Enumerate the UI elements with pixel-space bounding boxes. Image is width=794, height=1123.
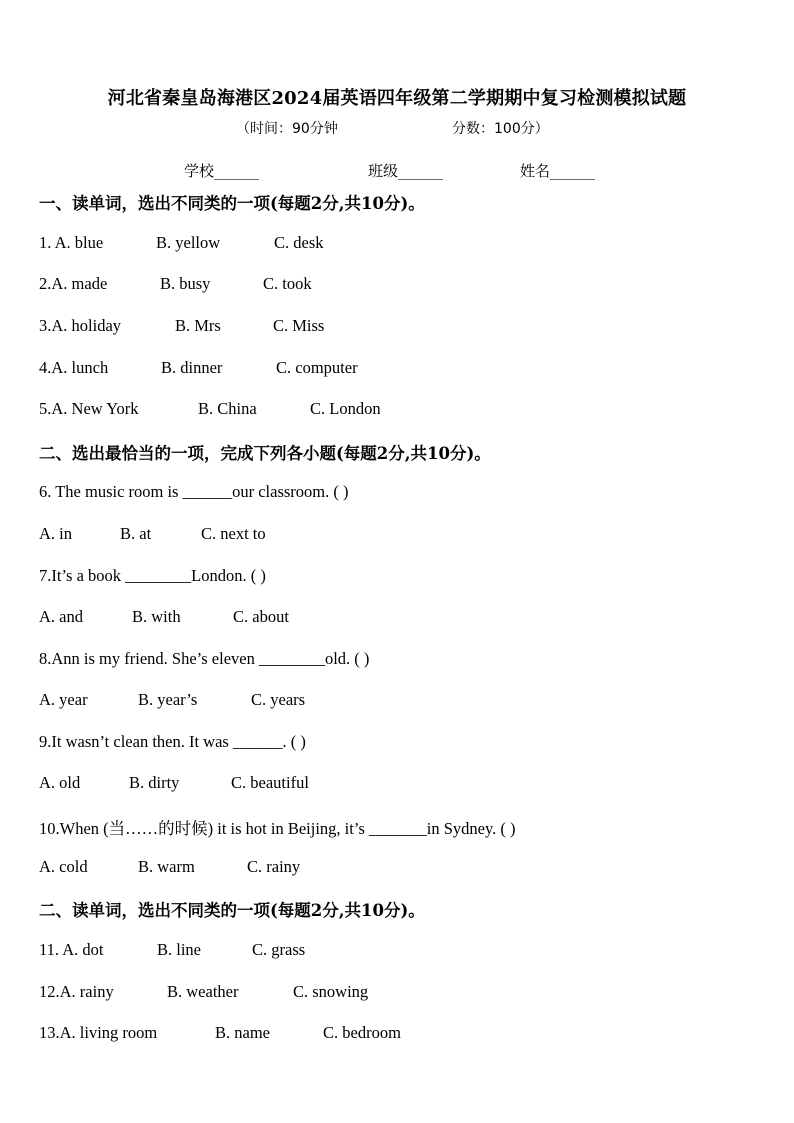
option-c: C. years xyxy=(251,690,306,709)
question-7-stem: 7.It’s a book ________London. ( ) xyxy=(39,566,266,585)
option-b: B. line xyxy=(157,940,201,959)
option-a: 5.A. New York xyxy=(39,399,139,418)
option-c: C. snowing xyxy=(293,982,369,1001)
school-field: 学校______ xyxy=(184,162,260,180)
question-10-stem: 10.When (当……的时候) it is hot in Beijing, it’s _______in Sydney. ( ) xyxy=(39,819,516,838)
option-c: C. desk xyxy=(274,233,324,252)
option-a: 2.A. made xyxy=(39,274,108,293)
option-c: C. about xyxy=(233,607,289,626)
page-title: 河北省秦皇岛海港区2024届英语四年级第二学期期中复习检测模拟试题 xyxy=(107,88,687,109)
option-a: 11. A. dot xyxy=(39,940,104,959)
class-field: 班级______ xyxy=(368,162,444,180)
option-b: B. yellow xyxy=(156,233,221,252)
name-field: 姓名______ xyxy=(520,162,596,180)
question-9-stem: 9.It wasn’t clean then. It was ______. ( ) xyxy=(39,732,306,751)
section-heading-1: 一、读单词，选出不同类的一项(每题2分,共10分)。 xyxy=(39,194,425,213)
section-heading-3: 二、读单词，选出不同类的一项(每题2分,共10分)。 xyxy=(39,901,425,920)
option-b: B. weather xyxy=(167,982,239,1001)
option-a: 3.A. holiday xyxy=(39,316,122,335)
option-a: A. year xyxy=(39,690,88,709)
option-a: A. in xyxy=(39,524,72,543)
option-c: C. took xyxy=(263,274,312,293)
option-b: B. year’s xyxy=(138,690,198,709)
option-a: A. and xyxy=(39,607,83,626)
option-a: A. cold xyxy=(39,857,88,876)
question-6-stem: 6. The music room is ______our classroom. ( ) xyxy=(39,482,349,501)
option-c: C. London xyxy=(310,399,381,418)
option-b: B. at xyxy=(120,524,152,543)
option-b: B. with xyxy=(132,607,181,626)
option-a: 4.A. lunch xyxy=(39,358,109,377)
option-c: C. Miss xyxy=(273,316,325,335)
option-a: A. old xyxy=(39,773,81,792)
option-a: 13.A. living room xyxy=(39,1023,158,1042)
option-a: 1. A. blue xyxy=(39,233,104,252)
option-c: C. grass xyxy=(252,940,306,959)
option-b: B. dinner xyxy=(161,358,223,377)
option-b: B. busy xyxy=(160,274,211,293)
option-c: C. next to xyxy=(201,524,266,543)
option-c: C. rainy xyxy=(247,857,301,876)
option-b: B. warm xyxy=(138,857,195,876)
option-c: C. beautiful xyxy=(231,773,309,792)
question-8-stem: 8.Ann is my friend. She’s eleven ________old. ( ) xyxy=(39,649,370,668)
option-c: C. computer xyxy=(276,358,358,377)
option-b: B. Mrs xyxy=(175,316,221,335)
exam-time: （时间：90分钟 xyxy=(236,121,338,137)
option-b: B. China xyxy=(198,399,257,418)
option-a: 12.A. rainy xyxy=(39,982,114,1001)
exam-score: 分数：100分） xyxy=(452,121,549,137)
option-c: C. bedroom xyxy=(323,1023,401,1042)
option-b: B. name xyxy=(215,1023,270,1042)
section-heading-2: 二、选出最恰当的一项，完成下列各小题(每题2分,共10分)。 xyxy=(39,444,491,463)
option-b: B. dirty xyxy=(129,773,180,792)
